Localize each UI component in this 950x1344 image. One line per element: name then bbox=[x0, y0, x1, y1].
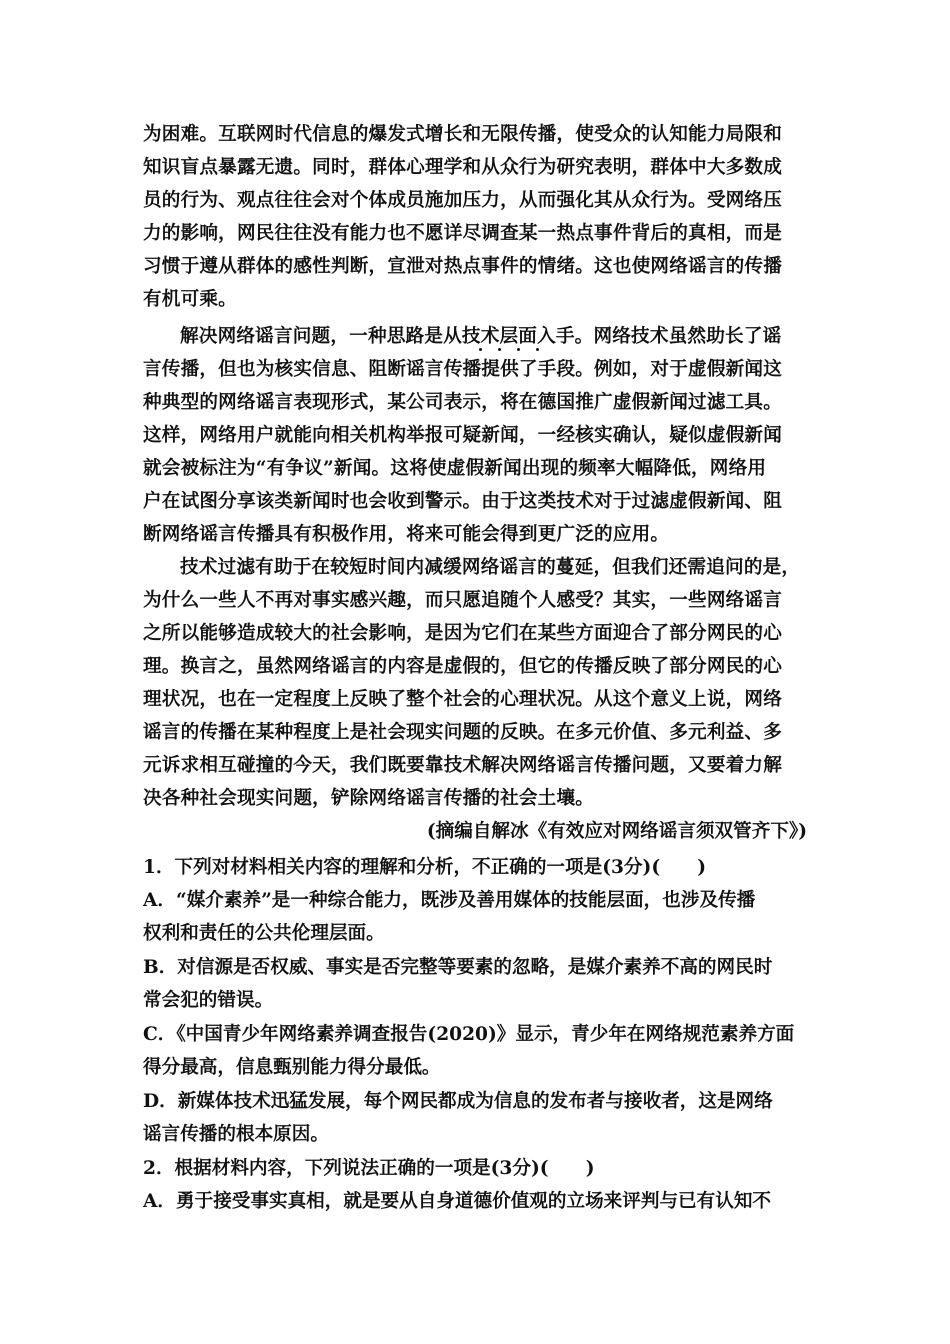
passage-paragraph-start: 解决网络谣言问题，一种思路是从技术层面入手。网络技术虽然助长了谣 bbox=[180, 326, 782, 347]
citation: (摘编自解冰《有效应对网络谣言须双管齐下》) bbox=[426, 821, 807, 842]
option-a-cont: 权利和责任的公共伦理层面。 bbox=[143, 923, 385, 944]
option-d-cont: 谣言传播的根本原因。 bbox=[143, 1124, 329, 1145]
passage-line: 决各种社会现实问题，铲除网络谣言传播的社会土壤。 bbox=[143, 788, 595, 809]
passage-line: 理状况，也在一定程度上反映了整个社会的心理状况。从这个意义上说，网络 bbox=[143, 689, 782, 710]
passage-line: 言传播，但也为核实信息、阻断谣言传播提供了手段。例如，对于虚假新闻这 bbox=[143, 359, 782, 380]
passage-line: 知识盲点暴露无遗。同时，群体心理学和从众行为研究表明，群体中大多数成 bbox=[143, 157, 782, 178]
option-d: D．新媒体技术迅猛发展，每个网民都成为信息的发布者与接收者，这是网络 bbox=[143, 1091, 773, 1112]
option-b-cont: 常会犯的错误。 bbox=[143, 990, 274, 1011]
passage-line: 习惯于遵从群体的感性判断，宣泄对热点事件的情绪。这也使网络谣言的传播 bbox=[143, 256, 782, 277]
passage-line: 元诉求相互碰撞的今天，我们既要靠技术解决网络谣言传播问题，又要着力解 bbox=[143, 755, 782, 776]
question-stem: 2．根据材料内容，下列说法正确的一项是(3分)( ) bbox=[143, 1158, 595, 1179]
option-a: A．勇于接受事实真相，就是要从自身道德价值观的立场来评判与已有认知不 bbox=[143, 1191, 772, 1212]
passage-line: 之所以能够造成较大的社会影响，是因为它们在某些方面迎合了部分网民的心 bbox=[143, 623, 782, 644]
passage-paragraph-start: 技术过滤有助于在较短时间内减缓网络谣言的蔓延，但我们还需追问的是， bbox=[180, 557, 801, 578]
passage-line: 理。换言之，虽然网络谣言的内容是虚假的，但它的传播反映了部分网民的心 bbox=[143, 656, 782, 677]
passage-line: 为困难。互联网时代信息的爆发式增长和无限传播，使受众的认知能力局限和 bbox=[143, 124, 782, 145]
passage-line: 户在试图分享该类新闻时也会收到警示。由于这类技术对于过滤虚假新闻、阻 bbox=[143, 491, 782, 512]
passage-line: 有机可乘。 bbox=[143, 289, 237, 310]
option-b: B．对信源是否权威、事实是否完整等要素的忽略，是媒介素养不高的网民时 bbox=[143, 957, 773, 978]
question-stem: 1．下列对材料相关内容的理解和分析，不正确的一项是(3分)( ) bbox=[143, 857, 707, 878]
passage-line: 就会被标注为“有争议”新闻。这将使虚假新闻出现的频率大幅降低，网络用 bbox=[143, 458, 767, 479]
passage-line: 种典型的网络谣言表现形式，某公司表示，将在德国推广虚假新闻过滤工具。 bbox=[143, 392, 782, 413]
option-c-cont: 得分最高，信息甄别能力得分最低。 bbox=[143, 1057, 441, 1078]
passage-line: 断网络谣言传播具有积极作用，将来可能会得到更广泛的应用。 bbox=[143, 524, 670, 545]
passage-line: 谣言的传播在某种程度上是社会现实问题的反映。在多元价值、多元利益、多 bbox=[143, 722, 782, 743]
option-c: C．《中国青少年网络素养调查报告(2020)》显示，青少年在网络规范素养方面 bbox=[143, 1024, 795, 1045]
option-a: A．“媒介素养”是一种综合能力，既涉及善用媒体的技能层面，也涉及传播 bbox=[143, 890, 756, 911]
passage-line: 员的行为、观点往往会对个体成员施加压力，从而强化其从众行为。受网络压 bbox=[143, 190, 782, 211]
passage-line: 力的影响，网民往往没有能力也不愿详尽调查某一热点事件背后的真相，而是 bbox=[143, 223, 782, 244]
passage-line: 为什么一些人不再对事实感兴趣，而只愿追随个人感受？其实，一些网络谣言 bbox=[143, 590, 782, 611]
passage-line: 这样，网络用户就能向相关机构举报可疑新闻，一经核实确认，疑似虚假新闻 bbox=[143, 425, 782, 446]
